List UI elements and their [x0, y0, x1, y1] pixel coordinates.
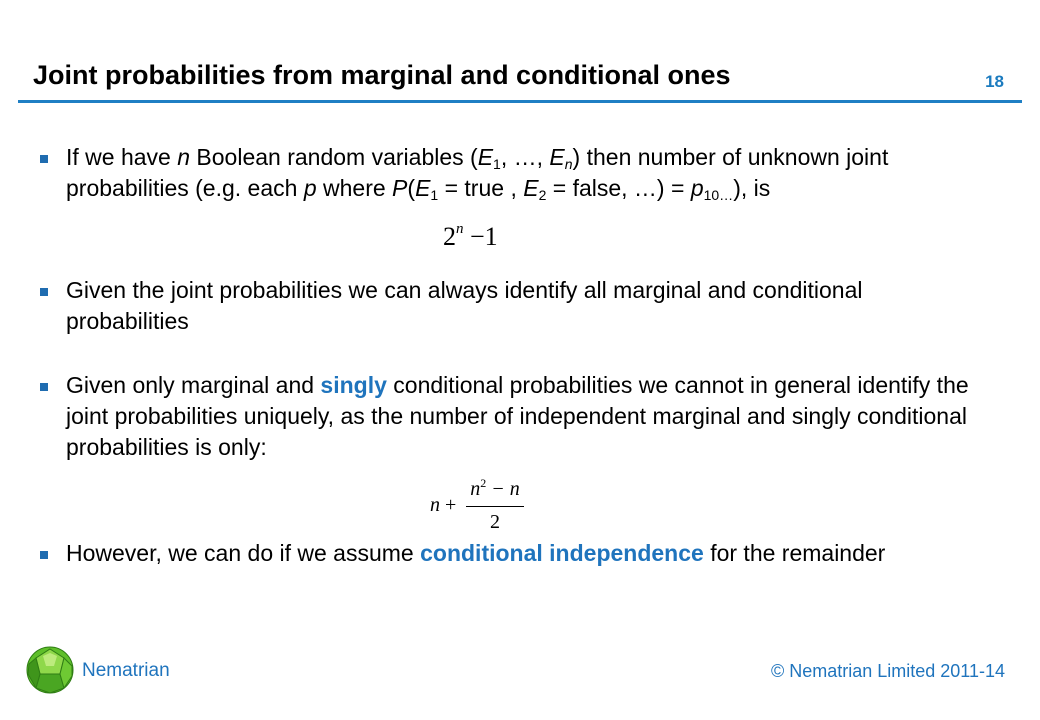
page-title: Joint probabilities from marginal and conditional ones: [33, 60, 731, 90]
square-bullet-icon: [40, 551, 48, 559]
bullet-text-3: Given only marginal and singly conditional probabilities we cannot in general identify the joint probabilities uniquely, as the number of independent marginal and singly conditional probabilities is only:: [66, 372, 969, 460]
slide-number: 18: [985, 72, 1004, 91]
bullet-text-4: However, we can do if we assume conditional independence for the remainder: [66, 540, 886, 566]
square-bullet-icon: [40, 383, 48, 391]
square-bullet-icon: [40, 288, 48, 296]
formula-two-power-n-minus-one: $2^n -1$: [443, 221, 498, 251]
bullet-text-2: Given the joint probabilities we can always identify all marginal and conditional probabilities: [66, 277, 863, 334]
footer-copyright: © Nematrian Limited 2011-14: [770, 661, 1005, 681]
green-polyhedron-icon: [24, 644, 76, 696]
square-bullet-icon: [40, 155, 48, 163]
title-underline: [18, 100, 1022, 103]
formula-n-plus-fraction: n + $n^2 - n$ 2: [430, 478, 530, 538]
footer-brand: Nematrian: [82, 660, 170, 681]
bullet-text-1: If we have n Boolean random variables ($E_1$, …, $E_n$) then number of unknown joint probabilities (e.g. each p where $P(E_1$ = true , $E_2$ = false, …) = $p_{10\dots}$), is: [66, 144, 889, 203]
